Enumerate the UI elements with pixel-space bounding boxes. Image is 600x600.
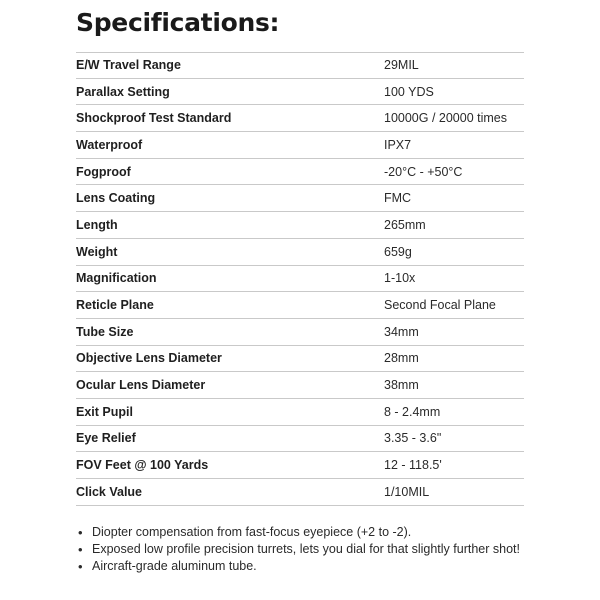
spec-value: 659g: [384, 244, 412, 259]
feature-text: Exposed low profile precision turrets, lets you dial for that slightly further shot!: [92, 542, 520, 556]
spec-value: 1/10MIL: [384, 484, 430, 499]
spec-label: Waterproof: [76, 137, 143, 152]
spec-value: 3.35 - 3.6": [384, 431, 442, 446]
spec-row: [76, 372, 524, 399]
spec-label: Eye Relief: [76, 431, 136, 446]
feature-text: Aircraft-grade aluminum tube.: [92, 559, 257, 573]
spec-row: [76, 52, 524, 79]
spec-row: [76, 399, 524, 426]
spec-value: FMC: [384, 191, 412, 206]
spec-row: [76, 346, 524, 373]
spec-value: 8 - 2.4mm: [384, 404, 441, 419]
spec-row: [76, 479, 524, 506]
spec-value: 10000G / 20000 times: [384, 111, 507, 126]
spec-label: Parallax Setting: [76, 84, 170, 99]
spec-value: 265mm: [384, 217, 426, 232]
feature-list-item: [76, 541, 536, 558]
spec-value: 100 YDS: [384, 84, 434, 99]
spec-row: [76, 185, 524, 212]
spec-row: [76, 266, 524, 293]
spec-label: Length: [76, 217, 118, 232]
spec-value: -20°C - +50°C: [384, 164, 463, 179]
spec-label: FOV Feet @ 100 Yards: [76, 458, 209, 473]
spec-value: 34mm: [384, 324, 419, 339]
spec-label: Lens Coating: [76, 191, 156, 206]
spec-label: Click Value: [76, 484, 143, 499]
spec-table: [76, 52, 524, 506]
spec-row: [76, 426, 524, 453]
spec-row: [76, 105, 524, 132]
feature-text: Diopter compensation from fast-focus eyepiece (+2 to -2).: [92, 525, 412, 539]
spec-row: [76, 452, 524, 479]
spec-row: [76, 79, 524, 106]
bullet-icon: •: [78, 525, 83, 540]
feature-list: [76, 524, 536, 575]
spec-value: IPX7: [384, 137, 412, 152]
spec-value: 38mm: [384, 378, 419, 393]
feature-list-item: [76, 524, 536, 541]
spec-label: Magnification: [76, 271, 157, 286]
spec-row: [76, 319, 524, 346]
spec-value: 1-10x: [384, 271, 416, 286]
spec-value: 29MIL: [384, 58, 419, 73]
spec-label: Shockproof Test Standard: [76, 111, 232, 126]
spec-label: Fogproof: [76, 164, 131, 179]
spec-row: [76, 292, 524, 319]
feature-list-item: [76, 558, 536, 575]
spec-label: Weight: [76, 244, 118, 259]
spec-row: [76, 212, 524, 239]
spec-row: [76, 159, 524, 186]
spec-value: 12 - 118.5': [384, 458, 442, 473]
spec-label: Objective Lens Diameter: [76, 351, 222, 366]
spec-label: E/W Travel Range: [76, 58, 181, 73]
spec-value: 28mm: [384, 351, 419, 366]
spec-label: Ocular Lens Diameter: [76, 378, 206, 393]
spec-label: Exit Pupil: [76, 404, 133, 419]
spec-row: [76, 132, 524, 159]
bullet-icon: •: [78, 559, 83, 574]
spec-row: [76, 239, 524, 266]
page-title: Specifications:: [76, 8, 280, 37]
spec-label: Reticle Plane: [76, 298, 154, 313]
spec-label: Tube Size: [76, 324, 134, 339]
spec-value: Second Focal Plane: [384, 298, 496, 313]
bullet-icon: •: [78, 542, 83, 557]
